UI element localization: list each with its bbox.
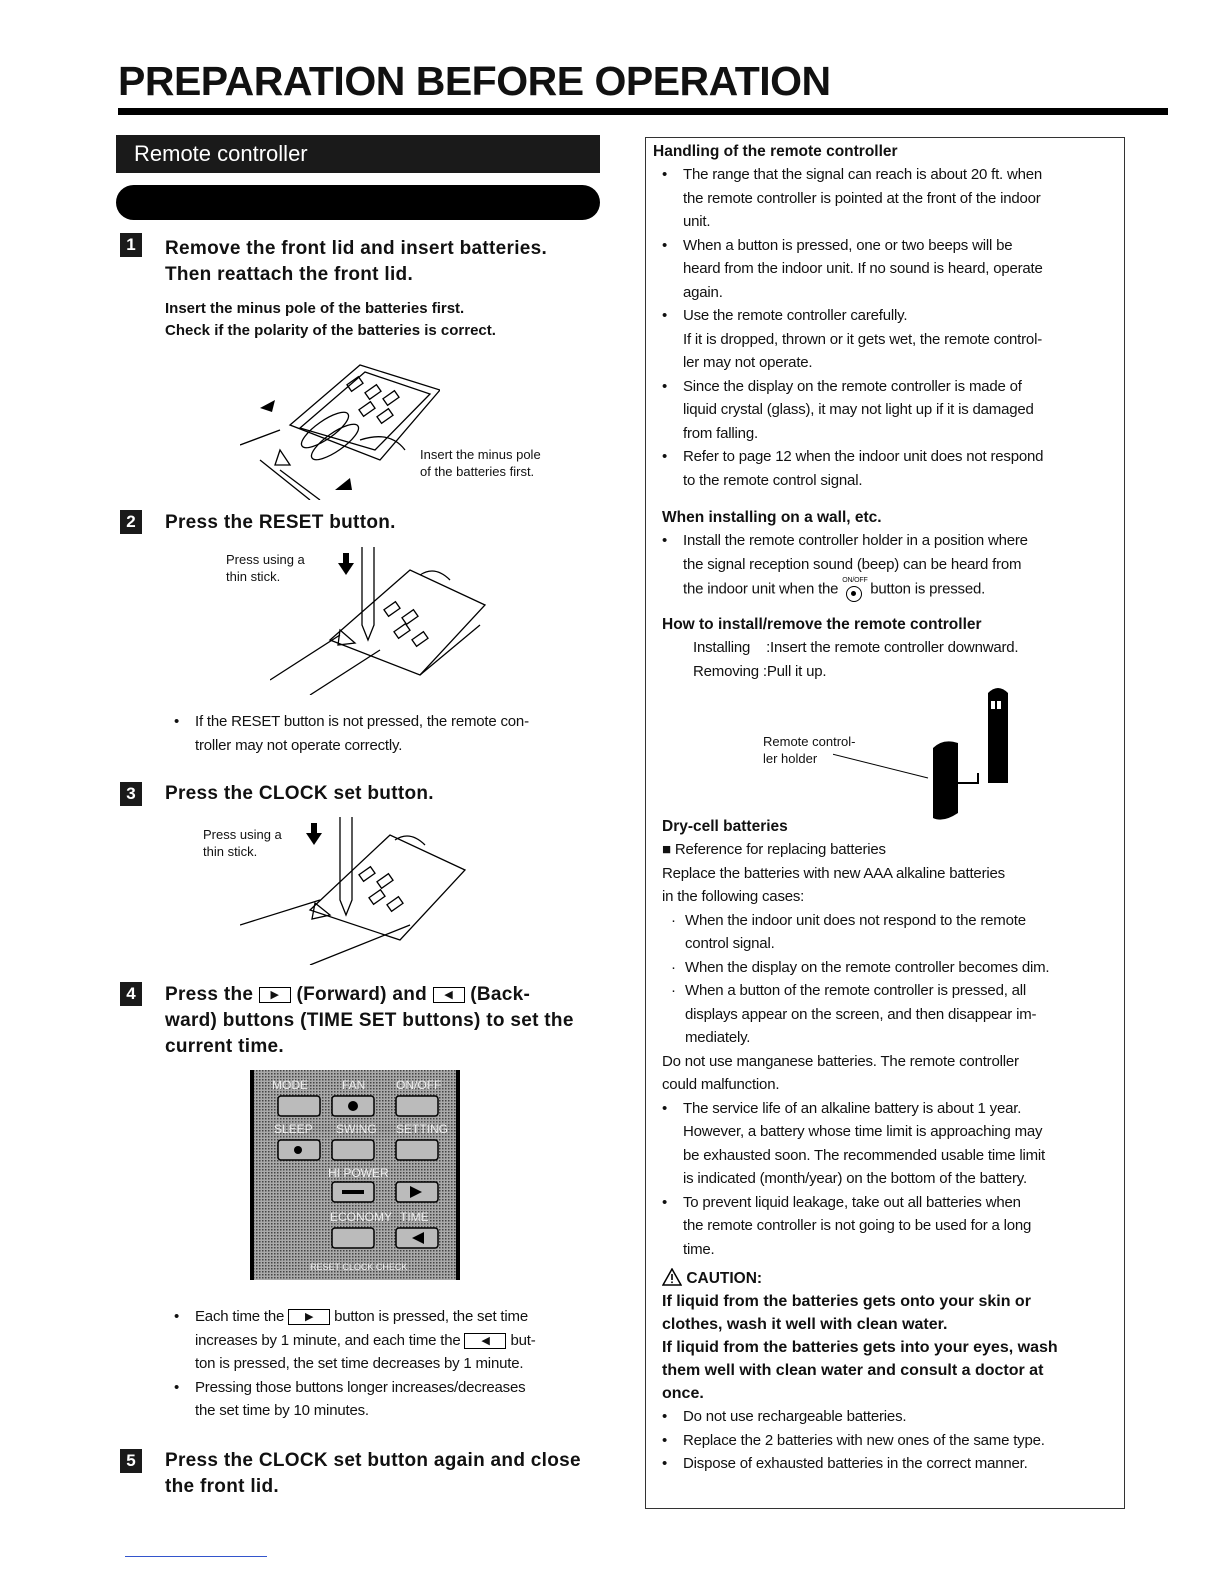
- handling-item-3: [653, 304, 1118, 375]
- life-item-1-line4: is indicated (month/year) on the bottom of the battery.: [683, 1170, 1027, 1187]
- step-4-note-2-line2: the set time by 10 minutes.: [195, 1402, 369, 1419]
- step-4-notes: [165, 1305, 610, 1423]
- step-1-sub1: Insert the minus pole of the batteries first.: [165, 300, 465, 317]
- right-column-content: [653, 140, 1118, 1476]
- remote-panel-illustration: [250, 1070, 460, 1280]
- decorative-pill-bar: [116, 185, 600, 220]
- handling-item-2: [653, 234, 1118, 305]
- wall-line3: [683, 576, 1118, 603]
- handling-item-5: [653, 445, 1118, 492]
- forward-icon: ▶: [288, 1309, 330, 1325]
- warning-triangle-icon: [662, 1268, 682, 1286]
- install-line2: Removing :Pull it up.: [693, 662, 827, 680]
- wall-install-title: When installing on a wall, etc.: [662, 509, 882, 526]
- handling-item-4-line1: • Since the display on the remote controller is made of: [683, 377, 1022, 395]
- step-4-note-1-line1: [195, 1305, 610, 1329]
- caution-line1: If liquid from the batteries gets onto your skin or: [662, 1293, 1031, 1310]
- step-4-title: [165, 982, 610, 1060]
- section-banner: Remote controller: [116, 135, 600, 173]
- step-4-note1-b: button is pressed, the set time: [334, 1308, 528, 1325]
- final-item-2: • Replace the 2 batteries with new ones of the same type.: [653, 1429, 1118, 1453]
- install-remove-title: How to install/remove the remote controller: [662, 616, 982, 633]
- footer-link-line: [125, 1556, 267, 1557]
- caution-line2: clothes, wash it well with clean water.: [662, 1316, 948, 1333]
- handling-item-3-line3: ler may not operate.: [683, 354, 813, 371]
- reset-button-illustration: [270, 545, 500, 695]
- handling-item-2-line1: • When a button is pressed, one or two beeps will be: [683, 236, 1013, 254]
- manganese-line2: could malfunction.: [662, 1076, 780, 1093]
- step-2-number: 2: [120, 510, 142, 534]
- on-off-button-icon: [842, 576, 866, 603]
- step-4-note1-a: Each time the: [195, 1308, 285, 1325]
- dry-case-2: [653, 956, 1118, 980]
- step-2-fig-label-line2: thin stick.: [226, 569, 281, 584]
- step-4-number: 4: [120, 982, 142, 1006]
- step-5-number: 5: [120, 1449, 142, 1473]
- step-4-note-1: [165, 1305, 610, 1376]
- step-1-sub2: Check if the polarity of the batteries is correct.: [165, 322, 496, 339]
- dry-case-3-line3: mediately.: [685, 1029, 751, 1046]
- wall-line3a: the indoor unit when the: [683, 580, 839, 598]
- handling-item-5-line2: to the remote control signal.: [683, 471, 863, 489]
- holder-label-line1: Remote control-: [763, 734, 856, 749]
- dry-cell-title: Dry-cell batteries: [662, 818, 788, 835]
- clock-button-illustration: [240, 815, 470, 965]
- on-off-ring: [846, 586, 862, 602]
- step-2-note-line1: • If the RESET button is not pressed, the remote con-: [195, 713, 529, 730]
- handling-title: Handling of the remote controller: [653, 143, 898, 160]
- handling-item-4-line3: from falling.: [683, 424, 758, 442]
- battery-life-item-2: [653, 1191, 1118, 1262]
- remote-label-time: TIME: [400, 1210, 429, 1224]
- handling-item-2-line3: again.: [683, 283, 723, 301]
- dry-case-3-line1: · When a button of the remote controller is pressed, all: [685, 982, 1027, 999]
- dry-case-1: [653, 909, 1118, 956]
- step-4-note1-line2a: increases by 1 minute, and each time the: [195, 1331, 461, 1349]
- step-4-title-line1: [165, 982, 610, 1008]
- step-4-title-a: Press the: [165, 984, 254, 1005]
- life-item-1-line3: be exhausted soon. The recommended usable time limit: [683, 1146, 1046, 1164]
- remote-holder-illustration: [833, 683, 1033, 833]
- step-3-fig-label-line2: thin stick.: [203, 844, 258, 859]
- caution-heading: [653, 1267, 1118, 1290]
- wall-line2: the signal reception sound (beep) can be heard from: [683, 555, 1022, 573]
- step-4-note-1-line2: [195, 1329, 610, 1353]
- remote-label-economy: ECONOMY: [330, 1210, 393, 1224]
- step-4-note1-line2b: but-: [510, 1331, 536, 1349]
- battery-life-item-1: [653, 1097, 1118, 1191]
- title-rule: [118, 108, 1168, 115]
- holder-label-line2: ler holder: [763, 751, 818, 766]
- caution-text: [653, 1290, 1118, 1405]
- remote-label-reset-clock: RESET CLOCK CHECK: [310, 1262, 408, 1272]
- step-3-fig-label-line1: Press using a: [203, 827, 282, 842]
- handling-item-1-line3: unit.: [683, 213, 711, 230]
- handling-item-3-line2: If it is dropped, thrown or it gets wet, the remote control-: [683, 330, 1043, 348]
- step-4-note-2: [165, 1376, 610, 1423]
- handling-list: [653, 163, 1118, 492]
- handling-item-4: [653, 375, 1118, 446]
- install-line1: Installing :Insert the remote controller downward.: [693, 639, 1019, 656]
- step-5-title-line2: the front lid.: [165, 1476, 279, 1497]
- handling-item-1-line1: • The range that the signal can reach is about 20 ft. when: [683, 166, 1043, 183]
- step-4-title-c: (Back-: [470, 984, 531, 1005]
- life-item-2-line3: time.: [683, 1240, 715, 1258]
- holder-figure-area: [653, 683, 1118, 823]
- step-2-note-line2: troller may not operate correctly.: [195, 736, 403, 754]
- step-4-note-2-line1: • Pressing those buttons longer increases/decreases: [195, 1378, 526, 1396]
- on-off-icon-label: ON/OFF: [842, 577, 868, 584]
- step-2-title: Press the RESET button.: [165, 512, 396, 533]
- step-1-figure-label: [420, 446, 541, 480]
- caution-line4: them well with clean water and consult a doctor at: [662, 1362, 1044, 1379]
- manganese-line1: Do not use manganese batteries. The remote controller: [662, 1052, 1019, 1070]
- step-4-title-b: (Forward) and: [296, 984, 428, 1005]
- wall-line3b: button is pressed.: [870, 580, 986, 598]
- caution-line5: once.: [662, 1385, 704, 1402]
- remote-label-fan: FAN: [342, 1078, 366, 1092]
- step-5-title-line1: Press the CLOCK set button again and close: [165, 1450, 581, 1471]
- dry-line1: Replace the batteries with new AAA alkaline batteries: [662, 864, 1005, 882]
- dry-cell-reference: ■ Reference for replacing batteries: [662, 841, 886, 858]
- dry-case-2-line1: · When the display on the remote controller becomes dim.: [685, 958, 1050, 976]
- final-list: [653, 1405, 1118, 1476]
- step-3-title: Press the CLOCK set button.: [165, 783, 434, 804]
- remote-label-setting: SETTING: [396, 1122, 449, 1136]
- battery-life-list: [653, 1097, 1118, 1262]
- step-1-title-line1: Remove the front lid and insert batteries.: [165, 238, 548, 259]
- life-item-1-line1: • The service life of an alkaline battery is about 1 year.: [683, 1099, 1022, 1117]
- remote-label-swing: SWING: [336, 1122, 377, 1136]
- final-item-3: • Dispose of exhausted batteries in the correct manner.: [653, 1452, 1118, 1476]
- dry-case-1-line2: control signal.: [685, 935, 775, 952]
- page-title: PREPARATION BEFORE OPERATION: [118, 58, 831, 104]
- caution-title: CAUTION:: [686, 1270, 763, 1287]
- life-item-2-line1: • To prevent liquid leakage, take out all batteries when: [683, 1193, 1021, 1211]
- step-3-number: 3: [120, 782, 142, 806]
- step-5-title: [165, 1448, 610, 1500]
- wall-line1: • Install the remote controller holder in a position where: [683, 532, 1028, 549]
- step-1-title-line2: Then reattach the front lid.: [165, 264, 414, 285]
- step-1-number: 1: [120, 233, 142, 257]
- dry-case-1-line1: · When the indoor unit does not respond to the remote: [685, 911, 1026, 929]
- handling-item-3-line1: • Use the remote controller carefully.: [683, 307, 908, 324]
- step-1-subtext: [165, 298, 605, 342]
- remote-label-mode: MODE: [272, 1078, 308, 1092]
- caution-line3: If liquid from the batteries gets into your eyes, wash: [662, 1339, 1058, 1356]
- battery-insert-illustration: [240, 350, 440, 500]
- remote-label-on-off: ON/OFF: [396, 1078, 442, 1092]
- handling-item-4-line2: liquid crystal (glass), it may not light up if it is damaged: [683, 401, 1034, 418]
- step-4-note-1-line3: ton is pressed, the set time decreases by 1 minute.: [195, 1355, 524, 1372]
- handling-item-1: [653, 163, 1118, 234]
- handling-item-1-line2: the remote controller is pointed at the front of the indoor: [683, 189, 1041, 207]
- step-1-title: [165, 236, 605, 288]
- life-item-2-line2: the remote controller is not going to be used for a long: [683, 1217, 1032, 1234]
- dry-case-3: [653, 979, 1118, 1050]
- wall-install-item: [653, 529, 1118, 603]
- wall-install-list: [653, 529, 1118, 603]
- final-item-1: • Do not use rechargeable batteries.: [653, 1405, 1118, 1429]
- step-1-fig-label-line2: of the batteries first.: [420, 464, 535, 479]
- step-2-note: [165, 710, 610, 757]
- dry-case-3-line2: displays appear on the screen, and then disappear im-: [685, 1005, 1037, 1023]
- life-item-1-line2: However, a battery whose time limit is approaching may: [683, 1123, 1043, 1140]
- backward-icon: ◀: [433, 987, 465, 1003]
- step-1-fig-label-line1: Insert the minus pole: [420, 447, 541, 462]
- backward-icon: ◀: [464, 1333, 506, 1349]
- step-4-title-line3: current time.: [165, 1036, 284, 1057]
- dry-line2: in the following cases:: [662, 888, 805, 905]
- remote-label-sleep: SLEEP: [274, 1122, 313, 1136]
- step-2-fig-label-line1: Press using a: [226, 552, 305, 567]
- forward-icon: ▶: [259, 987, 291, 1003]
- handling-item-5-line1: • Refer to page 12 when the indoor unit does not respond: [683, 448, 1044, 465]
- remote-label-hi-power: HI POWER: [328, 1166, 389, 1180]
- step-2-notes: [165, 710, 610, 757]
- dry-cases-list: [653, 909, 1118, 1050]
- handling-item-2-line2: heard from the indoor unit. If no sound is heard, operate: [683, 260, 1043, 277]
- step-4-title-line2: ward) buttons (TIME SET buttons) to set the: [165, 1010, 574, 1031]
